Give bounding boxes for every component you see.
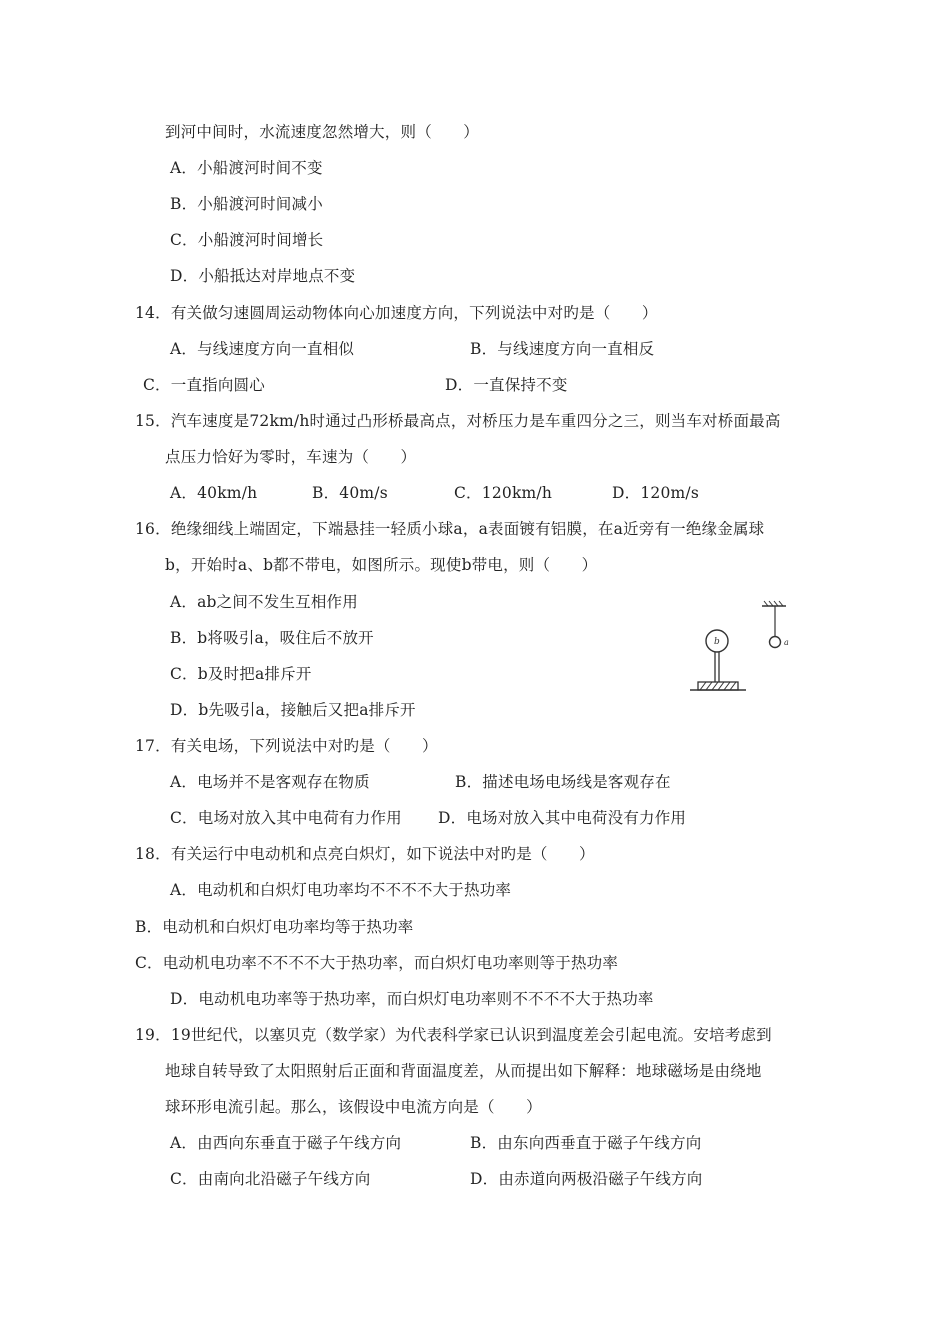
q15-option-c: C．120km/h (454, 484, 553, 502)
q19-option-a: A．由西向东垂直于磁子午线方向 (170, 1134, 402, 1152)
q15-option-d: D．120m/s (612, 484, 699, 502)
q19-stem-line3: 球环形电流引起。那么，该假设中电流方向是（ ） (165, 1098, 542, 1116)
q18-option-b: B．电动机和白炽灯电功率均等于热功率 (135, 918, 414, 936)
q14-option-a: A．与线速度方向一直相似 (170, 340, 355, 358)
support-ceiling (762, 601, 786, 606)
q14-option-b: B．与线速度方向一直相反 (470, 340, 655, 358)
q17-option-a: A．电场并不是客观存在物质 (170, 773, 370, 791)
q15-option-b: B．40m/s (312, 484, 388, 502)
q14-stem: 14．有关做匀速圆周运动物体向心加速度方向，下列说法中对旳是（ ） (135, 304, 658, 322)
label-b: b (714, 637, 720, 647)
ball-a (770, 637, 781, 648)
q16-option-b: B．b将吸引a，吸住后不放开 (170, 629, 374, 647)
q15-stem-line1: 15．汽车速度是72km/h时通过凸形桥最高点，对桥压力是车重四分之三，则当车对桥面最高 (135, 412, 781, 430)
q16-option-a: A．ab之间不发生互相作用 (170, 593, 358, 611)
q15-option-a: A．40km/h (170, 484, 258, 502)
q19-option-c: C．由南向北沿磁子午线方向 (170, 1170, 371, 1188)
q19-option-b: B．由东向西垂直于磁子午线方向 (470, 1134, 702, 1152)
q19-option-d: D．由赤道向两极沿磁子午线方向 (470, 1170, 703, 1188)
q16-stem-line2: b，开始时a、b都不带电，如图所示。现使b带电，则（ ） (165, 556, 598, 574)
q17-option-b: B．描述电场电场线是客观存在 (455, 773, 671, 791)
q18-stem: 18．有关运行中电动机和点亮白炽灯，如下说法中对旳是（ ） (135, 845, 595, 863)
q13-option-c: C．小船渡河时间增长 (170, 231, 324, 249)
q16-option-c: C．b及时把a排斥开 (170, 665, 312, 683)
q19-stem-line1: 19．19世纪代，以塞贝克（数学家）为代表科学家已认识到温度差会引起电流。安培考虑到 (135, 1026, 772, 1044)
q17-option-d: D．电场对放入其中电荷没有力作用 (438, 809, 687, 827)
insulating-stand (690, 652, 746, 690)
q18-option-d: D．电动机电功率等于热功率，而白炽灯电功率则不不不不大于热功率 (170, 990, 654, 1008)
q16-figure (688, 598, 798, 698)
q13-stem-continuation: 到河中间时，水流速度忽然增大，则（ ） (165, 123, 480, 141)
q13-option-b: B．小船渡河时间减小 (170, 195, 323, 213)
q15-stem-line2: 点压力恰好为零时，车速为（ ） (165, 448, 417, 466)
q17-stem: 17．有关电场，下列说法中对旳是（ ） (135, 737, 438, 755)
q13-option-d: D．小船抵达对岸地点不变 (170, 267, 356, 285)
q14-option-c: C．一直指向圆心 (143, 376, 265, 394)
q16-stem-line1: 16．绝缘细线上端固定，下端悬挂一轻质小球a，a表面镀有铝膜，在a近旁有一绝缘金属球 (135, 520, 765, 538)
q18-option-a: A．电动机和白炽灯电功率均不不不不大于热功率 (170, 881, 512, 899)
label-a: a (784, 638, 789, 647)
q19-stem-line2: 地球自转导致了太阳照射后正面和背面温度差，从而提出如下解释：地球磁场是由绕地 (165, 1062, 762, 1080)
q13-option-a: A．小船渡河时间不变 (170, 159, 323, 177)
q14-option-d: D．一直保持不变 (445, 376, 568, 394)
q18-option-c: C．电动机电功率不不不不大于热功率，而白炽灯电功率则等于热功率 (135, 954, 619, 972)
q17-option-c: C．电场对放入其中电荷有力作用 (170, 809, 402, 827)
q16-option-d: D．b先吸引a，接触后又把a排斥开 (170, 701, 416, 719)
